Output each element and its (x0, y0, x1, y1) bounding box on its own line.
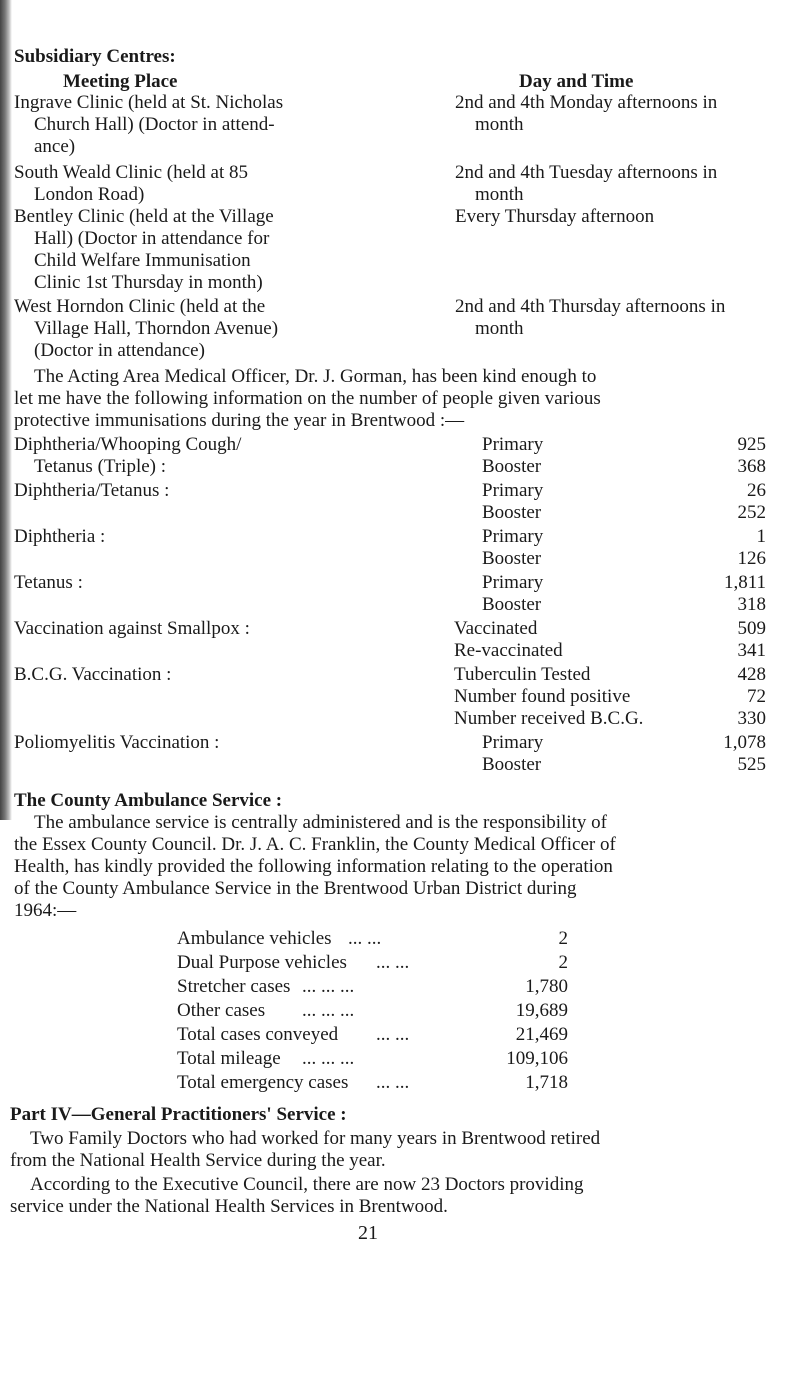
centre-time-line: month (475, 114, 524, 135)
ambulance-paragraph-line: of the County Ambulance Service in the Brentwood Urban District during (14, 878, 577, 899)
gp-paragraph-line: According to the Executive Council, there are now 23 Doctors providing (30, 1174, 584, 1195)
immunisation-value: 330 (737, 708, 766, 729)
intro-line: The Acting Area Medical Officer, Dr. J. Gorman, has been kind enough to (34, 366, 597, 387)
centres-heading: Subsidiary Centres: (14, 46, 176, 67)
immunisation-label: Poliomyelitis Vaccination : (14, 732, 220, 753)
immunisation-value: 509 (737, 618, 766, 639)
col-meeting-place: Meeting Place (63, 71, 178, 92)
centre-time-line: Every Thursday afternoon (455, 206, 655, 227)
ambulance-stat-label: Total mileage (177, 1048, 281, 1069)
ambulance-stat-value: 21,469 (515, 1024, 568, 1045)
immunisation-value: 318 (737, 594, 766, 615)
ambulance-heading: The County Ambulance Service : (14, 790, 283, 811)
immunisation-label: Tetanus (Triple) : (34, 456, 167, 477)
immunisation-type: Primary (482, 526, 544, 547)
ambulance-stat-leader: ... ... (376, 1072, 410, 1093)
ambulance-stat-label: Stretcher cases (177, 976, 291, 997)
immunisation-value: 525 (737, 754, 766, 775)
centre-time-line: month (475, 184, 524, 205)
ambulance-stat-value: 109,106 (506, 1048, 568, 1069)
centre-place-line: Church Hall) (Doctor in attend- (34, 114, 275, 135)
col-day-time: Day and Time (519, 71, 634, 92)
immunisation-label: Vaccination against Smallpox : (14, 618, 250, 639)
ambulance-stat-value: 2 (558, 928, 568, 949)
gp-heading: Part IV—General Practitioners' Service : (10, 1104, 347, 1125)
immunisation-label: Tetanus : (14, 572, 83, 593)
centre-place-line: (Doctor in attendance) (34, 340, 205, 361)
centre-place-line: Bentley Clinic (held at the Village (14, 206, 274, 227)
ambulance-stat-leader: ... ... ... (302, 1048, 355, 1069)
centre-place-line: South Weald Clinic (held at 85 (14, 162, 249, 183)
immunisation-label: Diphtheria/Tetanus : (14, 480, 170, 501)
immunisation-type: Number received B.C.G. (454, 708, 644, 729)
ambulance-stat-leader: ... ... (376, 1024, 410, 1045)
immunisation-value: 925 (737, 434, 766, 455)
immunisation-type: Primary (482, 434, 544, 455)
centre-place-line: Hall) (Doctor in attendance for (34, 228, 270, 249)
ambulance-stat-label: Other cases (177, 1000, 266, 1021)
centre-place-line: London Road) (34, 184, 145, 205)
immunisation-value: 1,078 (723, 732, 766, 753)
immunisation-type: Re-vaccinated (454, 640, 563, 661)
immunisation-type: Number found positive (454, 686, 631, 707)
ambulance-stat-value: 1,718 (525, 1072, 568, 1093)
centre-time-line: 2nd and 4th Tuesday afternoons in (455, 162, 718, 183)
immunisation-type: Vaccinated (454, 618, 538, 639)
intro-line: protective immunisations during the year in Brentwood :— (14, 410, 465, 431)
page-number: 21 (358, 1222, 378, 1244)
immunisation-value: 368 (737, 456, 766, 477)
ambulance-stat-leader: ... ... (376, 952, 410, 973)
ambulance-stat-value: 2 (558, 952, 568, 973)
gp-paragraph-line: service under the National Health Services in Brentwood. (10, 1196, 448, 1217)
immunisation-type: Booster (482, 594, 542, 615)
centre-place-line: Clinic 1st Thursday in month) (34, 272, 263, 293)
ambulance-paragraph-line: Health, has kindly provided the following information relating to the operation (14, 856, 613, 877)
immunisation-type: Primary (482, 480, 544, 501)
ambulance-stat-label: Ambulance vehicles (177, 928, 332, 949)
centre-time-line: month (475, 318, 524, 339)
ambulance-stat-value: 1,780 (525, 976, 568, 997)
immunisation-value: 26 (747, 480, 766, 501)
centre-place-line: West Horndon Clinic (held at the (14, 296, 266, 317)
page-edge-shadow (0, 0, 12, 820)
ambulance-stat-label: Total emergency cases (177, 1072, 349, 1093)
ambulance-stat-leader: ... ... (348, 928, 382, 949)
immunisation-type: Booster (482, 548, 542, 569)
immunisation-value: 341 (737, 640, 766, 661)
centre-place-line: Village Hall, Thorndon Avenue) (34, 318, 279, 339)
centre-place-line: Child Welfare Immunisation (34, 250, 251, 271)
ambulance-stat-label: Total cases conveyed (177, 1024, 339, 1045)
immunisation-type: Primary (482, 572, 544, 593)
immunisation-value: 126 (737, 548, 766, 569)
immunisation-value: 72 (747, 686, 766, 707)
gp-paragraph-line: Two Family Doctors who had worked for many years in Brentwood retired (30, 1128, 601, 1149)
immunisation-value: 252 (737, 502, 766, 523)
immunisation-value: 1 (756, 526, 766, 547)
gp-paragraph-line: from the National Health Service during the year. (10, 1150, 386, 1171)
centre-time-line: 2nd and 4th Thursday afternoons in (455, 296, 726, 317)
centre-place-line: ance) (34, 136, 76, 157)
ambulance-stat-label: Dual Purpose vehicles (177, 952, 347, 973)
immunisation-value: 1,811 (723, 572, 766, 593)
intro-line: let me have the following information on the number of people given various (14, 388, 601, 409)
immunisation-label: Diphtheria : (14, 526, 106, 547)
ambulance-paragraph-line: the Essex County Council. Dr. J. A. C. Franklin, the County Medical Officer of (14, 834, 616, 855)
immunisation-label: B.C.G. Vaccination : (14, 664, 172, 685)
ambulance-paragraph-line: The ambulance service is centrally administered and is the responsibility of (34, 812, 607, 833)
centre-time-line: 2nd and 4th Monday afternoons in (455, 92, 718, 113)
centre-place-line: Ingrave Clinic (held at St. Nicholas (14, 92, 284, 113)
immunisation-type: Booster (482, 502, 542, 523)
immunisation-type: Booster (482, 456, 542, 477)
ambulance-stat-value: 19,689 (515, 1000, 568, 1021)
immunisation-type: Primary (482, 732, 544, 753)
ambulance-paragraph-line: 1964:— (14, 900, 77, 921)
immunisation-type: Tuberculin Tested (454, 664, 591, 685)
ambulance-stat-leader: ... ... ... (302, 976, 355, 997)
ambulance-stat-leader: ... ... ... (302, 1000, 355, 1021)
immunisation-type: Booster (482, 754, 542, 775)
immunisation-value: 428 (737, 664, 766, 685)
immunisation-label: Diphtheria/Whooping Cough/ (14, 434, 242, 455)
